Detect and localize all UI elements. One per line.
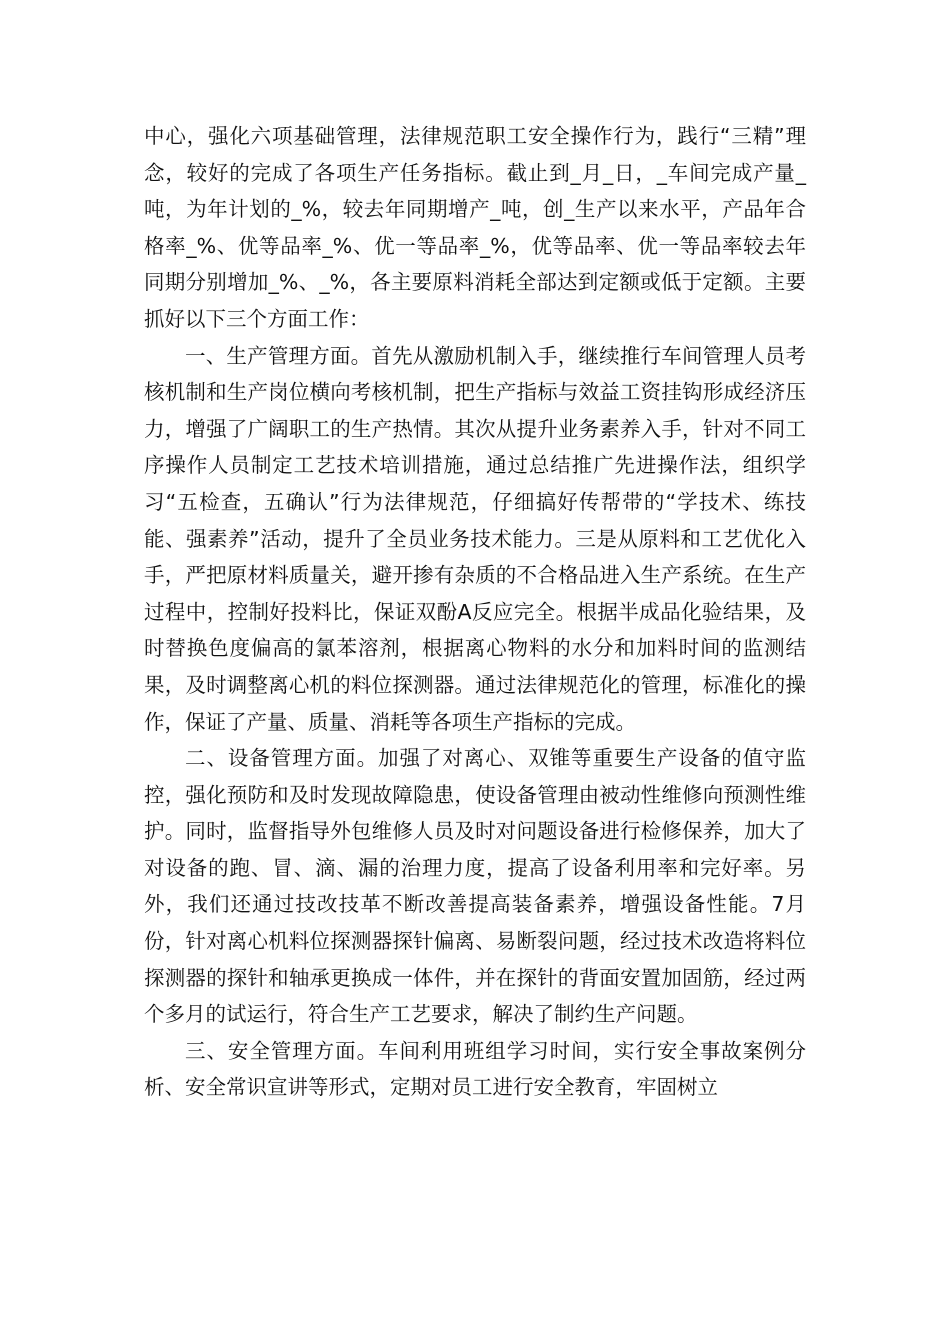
paragraph-safety-management: 三、安全管理方面。车间利用班组学习时间，实行安全事故案例分析、安全常识宣讲等形式，定期对员工进行安全教育，牢固树立 [144, 1038, 806, 1100]
paragraph-intro-continued: 中心，强化六项基础管理，法律规范职工安全操作行为，践行“三精”理念，较好的完成了各项生产任务指标。截止到_月_日，_车间完成产量_吨，为年计划的_%，较去年同期增产_吨，创_生产以来水平，产品年合格率_%、优等品率_%、优一等品率_%，优等品率、优一等品率较去年同期分别增加_%、_%，各主要原料消耗全部达到定额或低于定额。主要抓好以下三个方面工作： [144, 124, 806, 331]
paragraph-production-management: 一、生产管理方面。首先从激励机制入手，继续推行车间管理人员考核机制和生产岗位横向考核机制，把生产指标与效益工资挂钩形成经济压力，增强了广阔职工的生产热情。其次从提升业务素养入手，针对不同工序操作人员制定工艺技术培训措施，通过总结推广先进操作法，组织学习“五检查，五确认”行为法律规范，仔细搞好传帮带的“学技术、练技能、强素养”活动，提升了全员业务技术能力。三是从原料和工艺优化入手，严把原材料质量关，避开掺有杂质的不合格品进入生产系统。在生产过程中，控制好投料比，保证双酚A反应完全。根据半成品化验结果，及时替换色度偏高的氯苯溶剂，根据离心物料的水分和加料时间的监测结果，及时调整离心机的料位探测器。通过法律规范化的管理，标准化的操作，保证了产量、质量、消耗等各项生产指标的完成。 [144, 343, 806, 734]
document-body [144, 118, 806, 1106]
paragraph-equipment-management: 二、设备管理方面。加强了对离心、双锥等重要生产设备的值守监控，强化预防和及时发现故障隐患，使设备管理由被动性维修向预测性维护。同时，监督指导外包维修人员及时对问题设备进行检修保养，加大了对设备的跑、冒、滴、漏的治理力度，提高了设备利用率和完好率。另外，我们还通过技改技革不断改善提高装备素养，增强设备性能。7月份，针对离心机料位探测器探针偏离、易断裂问题，经过技术改造将料位探测器的探针和轴承更换成一体件，并在探针的背面安置加固筋，经过两个多月的试运行，符合生产工艺要求，解决了制约生产问题。 [144, 746, 806, 1027]
